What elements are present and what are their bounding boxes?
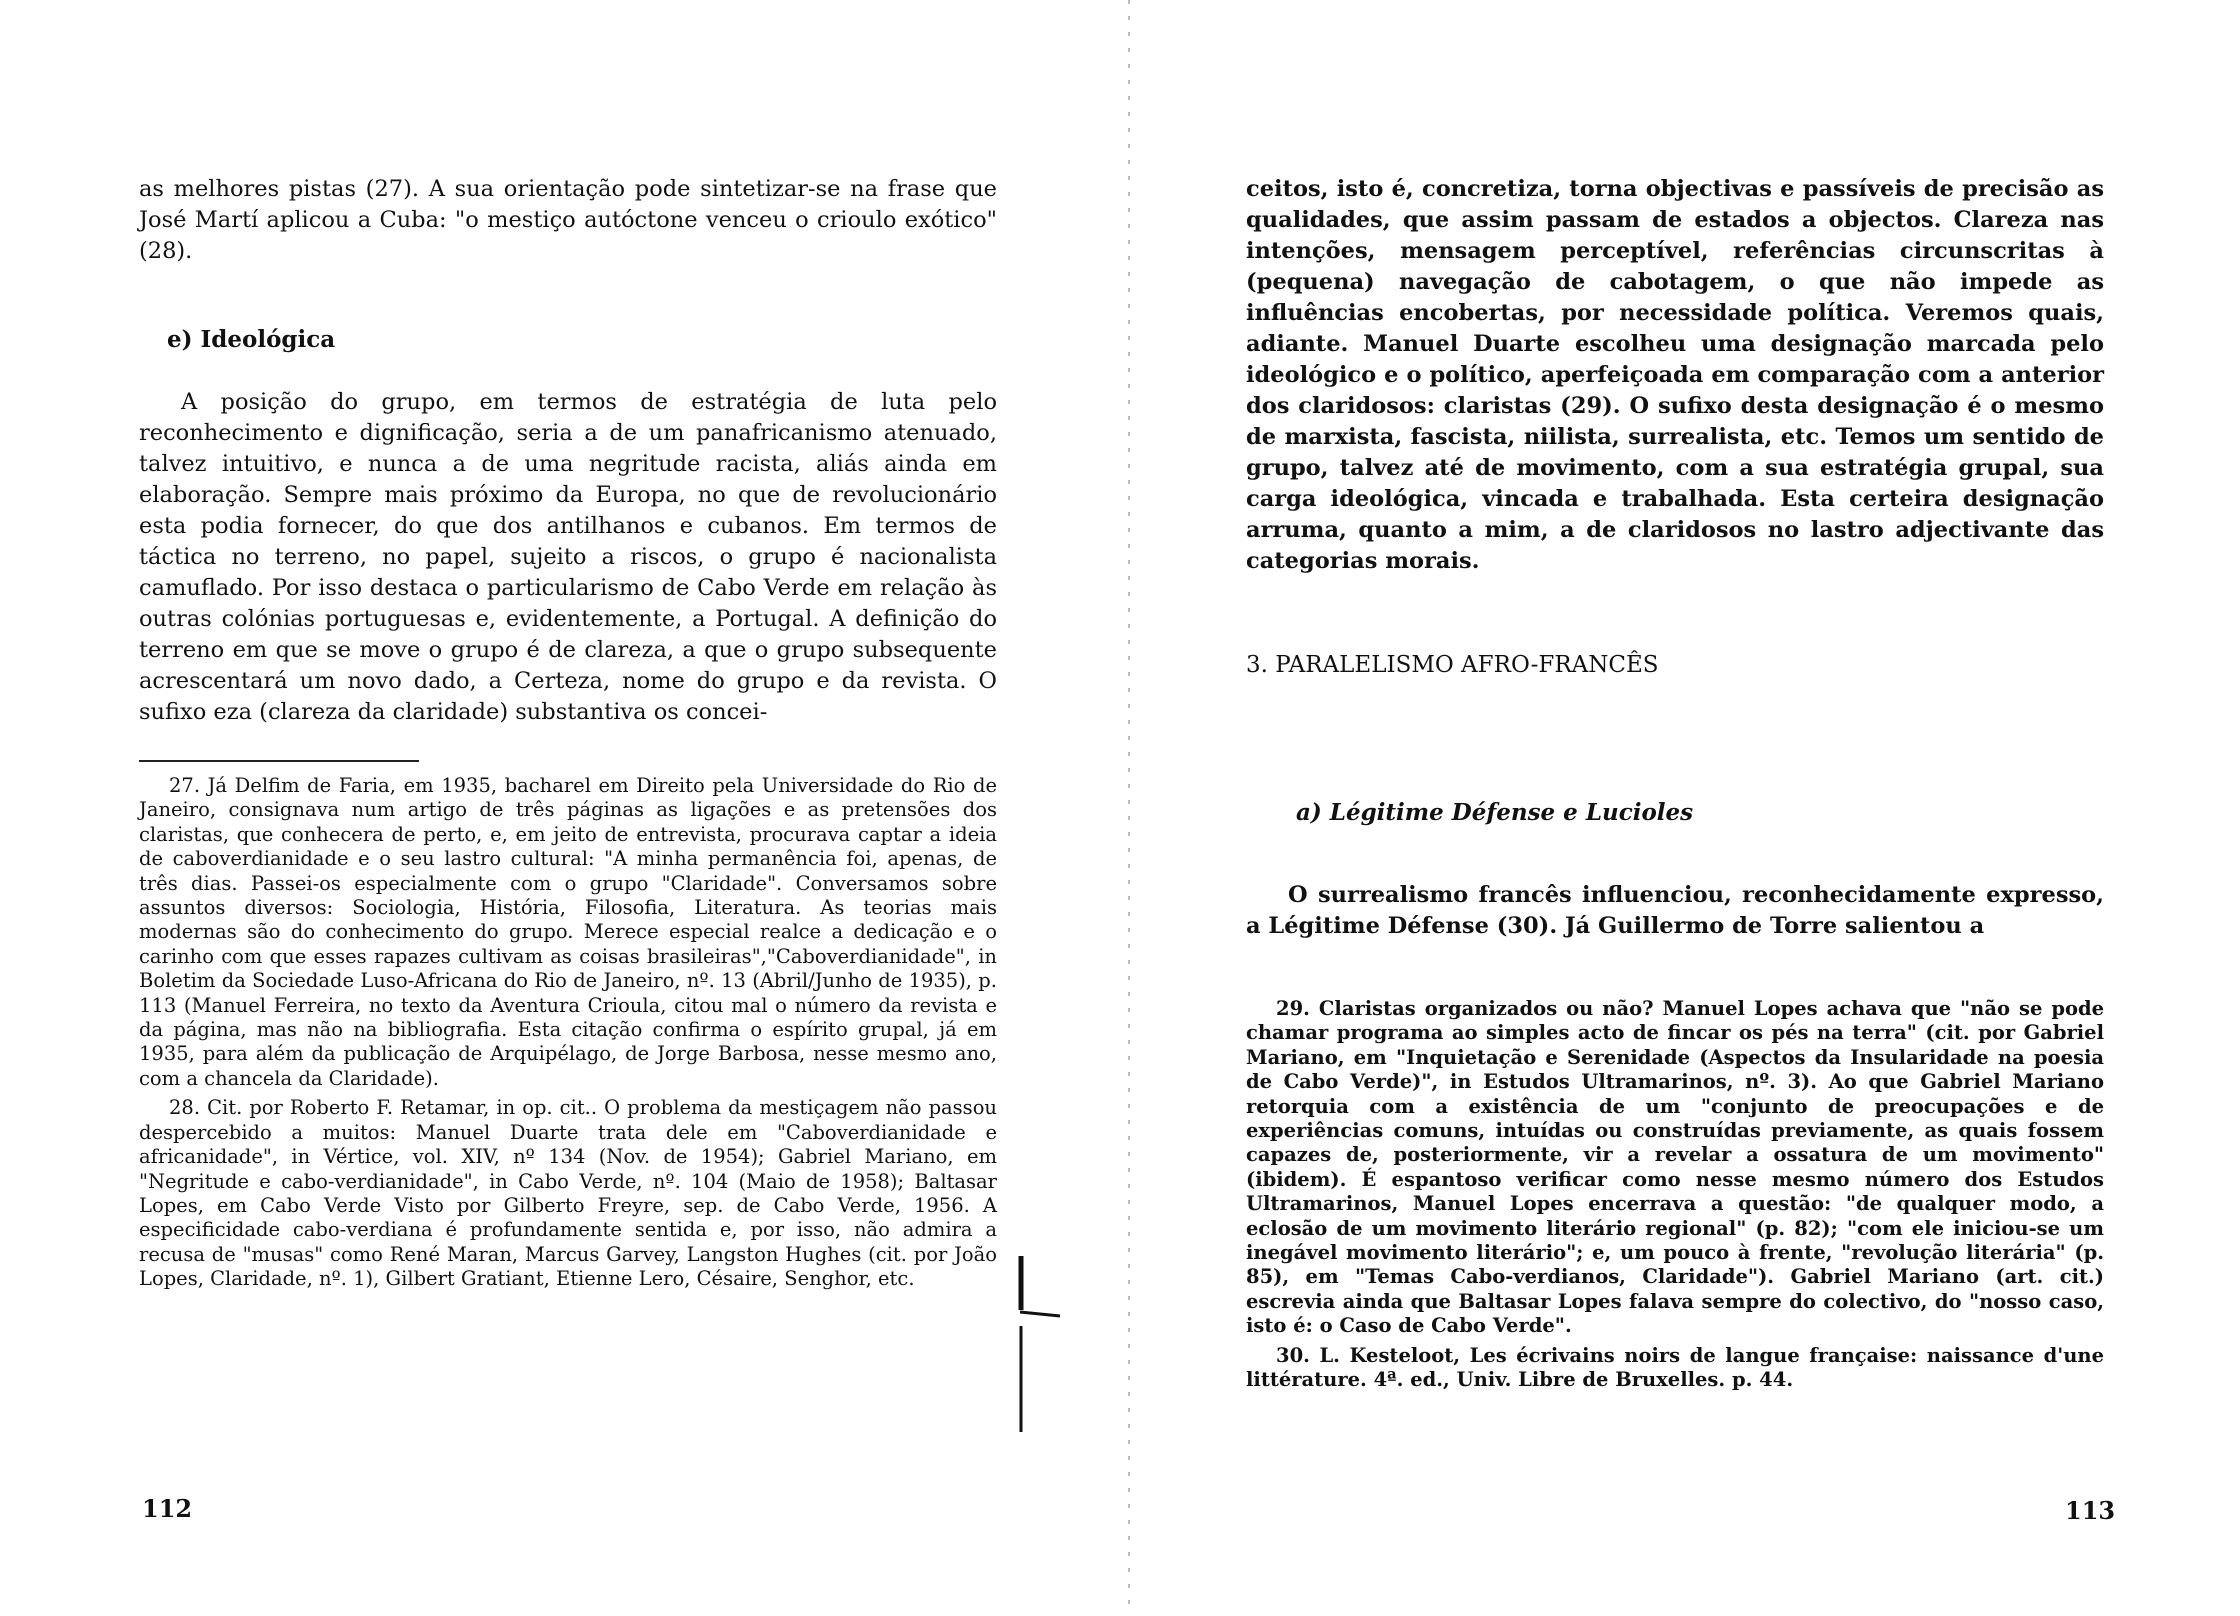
section-heading-ideologica: e) Ideológica [167,326,336,353]
left-page-top-text-block [139,174,997,267]
page-number-right: 113 [2065,1496,2116,1525]
footnote-29: 29. Claristas organizados ou não? Manuel Lopes achava que "não se pode chamar programa ao simples acto de fincar os pés na terra" (cit. por Gabriel Mariano, em "Inquietação e Serenidade (Aspectos da Insularidade na poesia de Cabo Verde)", in Estudos Ultramarinos, nº. 3). Ao que Gabriel Mariano retorquia com a existência de um "conjunto de preocupações e de experiências comuns, intuídas ou construídas previamente, as quais fossem capazes de, posteriormente, vir a revelar a ossatura de um movimento" (ibidem). É espantoso verificar como nesse mesmo número dos Estudos Ultramarinos, Manuel Lopes encerrava a questão: "de qualquer modo, a eclosão de um movimento literário regional" (p. 82); "com ele iniciou-se um inegável movimento literário"; e, um pouco à frente, "revolução literária" (p. 85), em "Temas Cabo-verdianos, Claridade"). Gabriel Mariano (art. cit.) escrevia ainda que Baltasar Lopes falava sempre do colectivo, do "nosso caso, isto é: o Caso de Cabo Verde". [1246,997,2104,1338]
right-subsection-heading-block [1246,799,2104,826]
right-footnotes [1246,997,2104,1393]
right-body-block [1246,880,2104,942]
left-body-block [139,387,997,728]
right-body-paragraph: O surrealismo francês influenciou, reconhecidamente expresso, a Légitime Défense (30). Já Guillermo de Torre salientou a [1246,882,2104,939]
footnote-30: 30. L. Kesteloot, Les écrivains noirs de langue française: naissance d'une littérature. 4ª. ed., Univ. Libre de Bruxelles. p. 44. [1246,1343,2104,1392]
margin-bracket-mark [1016,1254,1062,1434]
right-page-top-text-block [1246,174,2104,577]
footnote-rule-block [139,760,997,762]
footnote-27: 27. Já Delfim de Faria, em 1935, bacharel em Direito pela Universidade do Rio de Janeiro, consignava num artigo de três páginas as ligações e as pretensões dos claristas, que conhecera de perto, e, em jeito de entrevista, procurava captar a ideia de caboverdianidade e o seu lastro cultural: "A minha permanência foi, apenas, de três dias. Passei-os especialmente com o grupo "Claridade". Conversamos sobre assuntos diversos: Sociologia, História, Filosofia, Literatura. As teorias mais modernas são do conhecimento do grupo. Merece especial realce a dedicação e o carinho com que esses rapazes cultivam as coisas brasileiras","Caboverdianidade", in Boletim da Sociedade Luso-Africana do Rio de Janeiro, nº. 13 (Abril/Junho de 1935), p. 113 (Manuel Ferreira, no texto da Aventura Crioula, citou mal o número da revista e da página, mas não na bibliografia. Esta citação confirma o espírito grupal, já em 1935, para além da publicação de Arquipélago, de Jorge Barbosa, nesse mesmo ano, com a chancela da Claridade). [139,774,997,1090]
footnote-rule [139,760,419,762]
left-page-top-text: as melhores pistas (27). A sua orientação pode sintetizar-se na frase que José Martí aplicou a Cuba: "o mestiço autóctone venceu o crioulo exótico" (28). [139,176,997,264]
page-number-left: 112 [142,1494,193,1523]
footnote-28: 28. Cit. por Roberto F. Retamar, in op. cit.. O problema da mestiçagem não passou despercebido a muitos: Manuel Duarte trata dele em "Caboverdianidade e africanidade", in Vértice, vol. XIV, nº 134 (Nov. de 1954); Gabriel Mariano, em "Negritude e cabo-verdianidade", in Cabo Verde, nº. 104 (Maio de 1958); Baltasar Lopes, em Cabo Verde Visto por Gilberto Freyre, sep. de Cabo Verde, 1956. A especificidade cabo-verdiana é profundamente sentida e, por isso, não admira a recusa de "musas" como René Maran, Marcus Garvey, Langston Hughes (cit. por João Lopes, Claridade, nº. 1), Gilbert Gratiant, Etienne Lero, Césaire, Senghor, etc. [139,1096,997,1291]
left-body-paragraph: A posição do grupo, em termos de estratégia de luta pelo reconhecimento e dignificação, seria a de um panafricanismo atenuado, talvez intuitivo, e nunca a de uma negritude racista, aliás ainda em elaboração. Sempre mais próximo da Europa, no que de revolucionário esta podia fornecer, do que dos antilhanos e cubanos. Em termos de táctica no terreno, no papel, sujeito a riscos, o grupo é nacionalista camuflado. Por isso destaca o particularismo de Cabo Verde em relação às outras colónias portuguesas e, evidentemente, a Portugal. A definição do terreno em que se move o grupo é de clareza, a que o grupo subsequente acrescentará um novo dado, a Certeza, nome do grupo e da revista. O sufixo eza (clareza da claridade) substantiva os concei- [139,389,997,725]
right-page-top-text: ceitos, isto é, concretiza, torna objectivas e passíveis de precisão as qualidades, que assim passam de estados a objectos. Clareza nas intenções, mensagem perceptível, referências circunscritas à (pequena) navegação de cabotagem, o que não impede as influências encobertas, por necessidade política. Veremos quais, adiante. Manuel Duarte escolheu uma designação marcada pelo ideológico e o político, aperfeiçoada em comparação com a anterior dos claridosos: claristas (29). O sufixo desta designação é o mesmo de marxista, fascista, niilista, surrealista, etc. Temos um sentido de grupo, talvez até de movimento, com a sua estratégia grupal, sua carga ideológica, vincada e trabalhada. Esta certeira designação arruma, quanto a mim, a de claridosos no lastro adjectivante das categorias morais. [1246,176,2104,574]
right-page [1120,0,2240,1616]
left-section-heading-block [139,326,997,353]
left-footnotes [139,774,997,1292]
right-section-heading-block [1246,652,2104,678]
section-heading-paralelismo: 3. PARALELISMO AFRO-FRANCÊS [1246,652,1659,678]
subsection-heading-legitime-defense: a) Légitime Défense e Lucioles [1296,799,1694,826]
